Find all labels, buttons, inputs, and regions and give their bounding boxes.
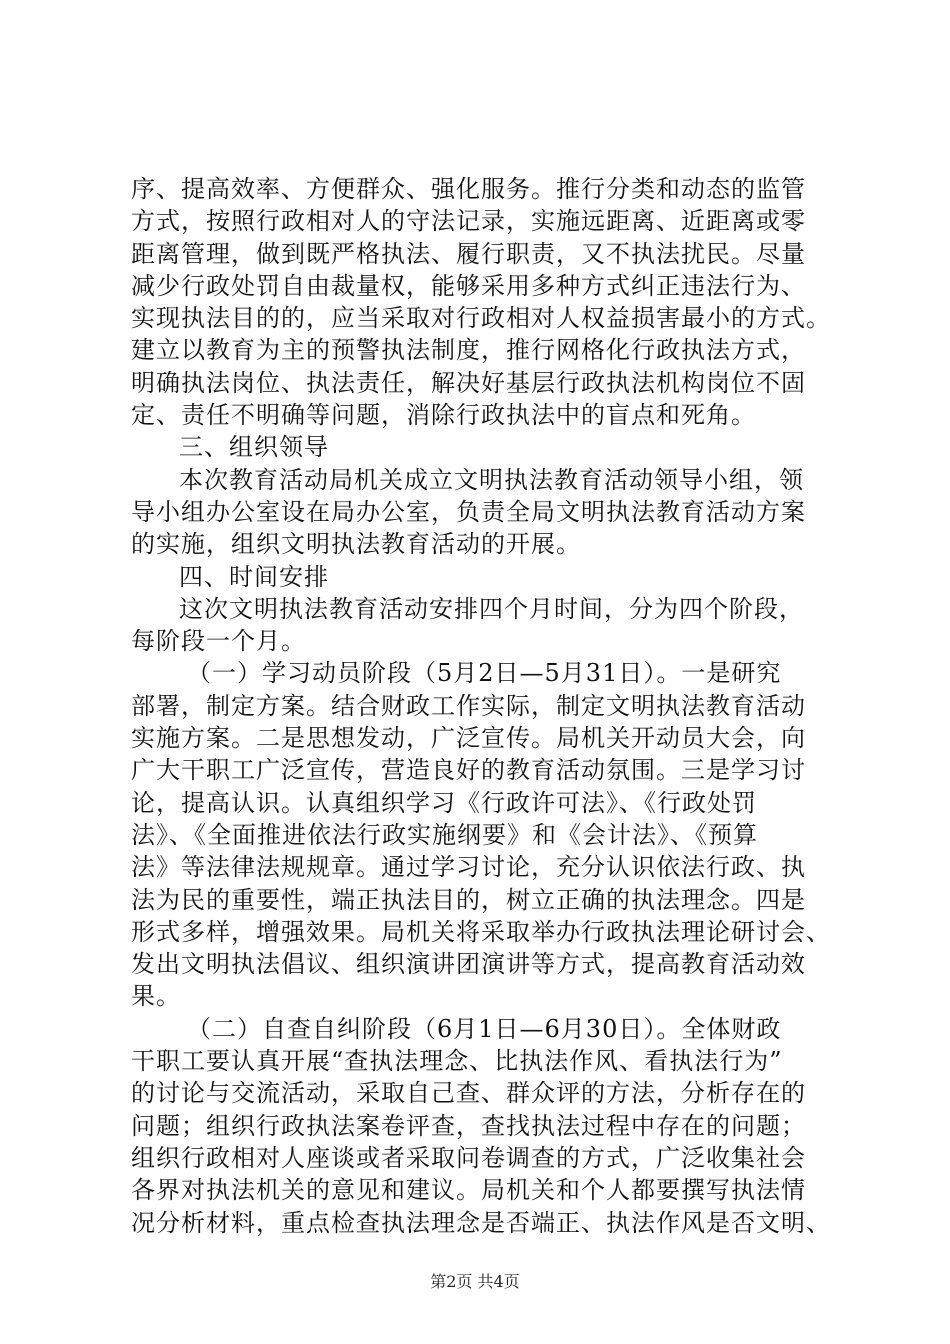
text-line: 实现执法目的的，应当采取对行政相对人权益损害最小的方式。 <box>131 304 831 333</box>
text-line: 序、提高效率、方便群众、强化服务。推行分类和动态的监管 <box>131 175 806 203</box>
page-footer: 第2页 共4页 <box>430 1272 520 1291</box>
text-line: 减少行政处罚自由裁量权，能够采用多种方式纠正违法行为、 <box>131 271 806 300</box>
text-line: 况分析材料，重点检查执法理念是否端正、执法作风是否文明、 <box>131 1208 831 1237</box>
text-line: 方式，按照行政相对人的守法记录，实施远距离、近距离或零 <box>131 207 806 236</box>
subsection-heading-study: （一）学习动员阶段（5月2日—5月31日）。一是研究 <box>187 659 782 688</box>
text-line: 法》等法律法规规章。通过学习讨论，充分认识依法行政、执 <box>131 853 806 882</box>
body-text <box>131 173 851 1239</box>
section-heading-schedule: 四、时间安排 <box>179 562 329 591</box>
text-line: 组织行政相对人座谈或者采取问卷调查的方式，广泛收集社会 <box>131 1143 806 1172</box>
text-line: 每阶段一个月。 <box>131 627 306 656</box>
text-line: 部署，制定方案。结合财政工作实际，制定文明执法教育活动 <box>131 691 806 720</box>
text-line: 距离管理，做到既严格执法、履行职责，又不执法扰民。尽量 <box>131 239 806 268</box>
text-line: 导小组办公室设在局办公室，负责全局文明执法教育活动方案 <box>131 497 806 526</box>
text-line: 定、责任不明确等问题，消除行政执法中的盲点和死角。 <box>131 401 756 430</box>
text-line: 法为民的重要性，端正执法目的，树立正确的执法理念。四是 <box>131 885 806 914</box>
text-line: 问题；组织行政执法案卷评查，查找执法过程中存在的问题； <box>131 1111 806 1140</box>
text-line: 各界对执法机关的意见和建议。局机关和个人都要撰写执法情 <box>131 1176 806 1205</box>
text-line: 本次教育活动局机关成立文明执法教育活动领导小组，领 <box>179 465 804 494</box>
text-line: 果。 <box>131 982 181 1011</box>
text-line: 这次文明执法教育活动安排四个月时间，分为四个阶段， <box>179 594 804 623</box>
text-line: 明确执法岗位、执法责任，解决好基层行政执法机构岗位不固 <box>131 368 806 397</box>
text-line: 的实施，组织文明执法教育活动的开展。 <box>131 530 581 559</box>
text-line: 广大干职工广泛宣传，营造良好的教育活动氛围。三是学习讨 <box>131 756 806 785</box>
text-line: 实施方案。二是思想发动，广泛宣传。局机关开动员大会，向 <box>131 724 806 753</box>
text-line: 建立以教育为主的预警执法制度，推行网格化行政执法方式， <box>131 336 806 365</box>
text-line: 发出文明执法倡议、组织演讲团演讲等方式，提高教育活动效 <box>131 950 806 979</box>
text-line: 法》、《全面推进依法行政实施纲要》和《会计法》、《预算 <box>131 820 758 849</box>
text-line: 论，提高认识。认真组织学习《行政许可法》、《行政处罚 <box>131 788 757 817</box>
text-line: 干职工要认真开展“查执法理念、比执法作风、看执法行为” <box>131 1047 783 1076</box>
text-line: 的讨论与交流活动，采取自己查、群众评的方法，分析存在的 <box>131 1079 806 1108</box>
section-heading-organization: 三、组织领导 <box>179 433 329 462</box>
text-line: 形式多样，增强效果。局机关将采取举办行政执法理论研讨会、 <box>131 917 831 946</box>
subsection-heading-selfcheck: （二）自查自纠阶段（6月1日—6月30日）。全体财政 <box>187 1014 782 1043</box>
